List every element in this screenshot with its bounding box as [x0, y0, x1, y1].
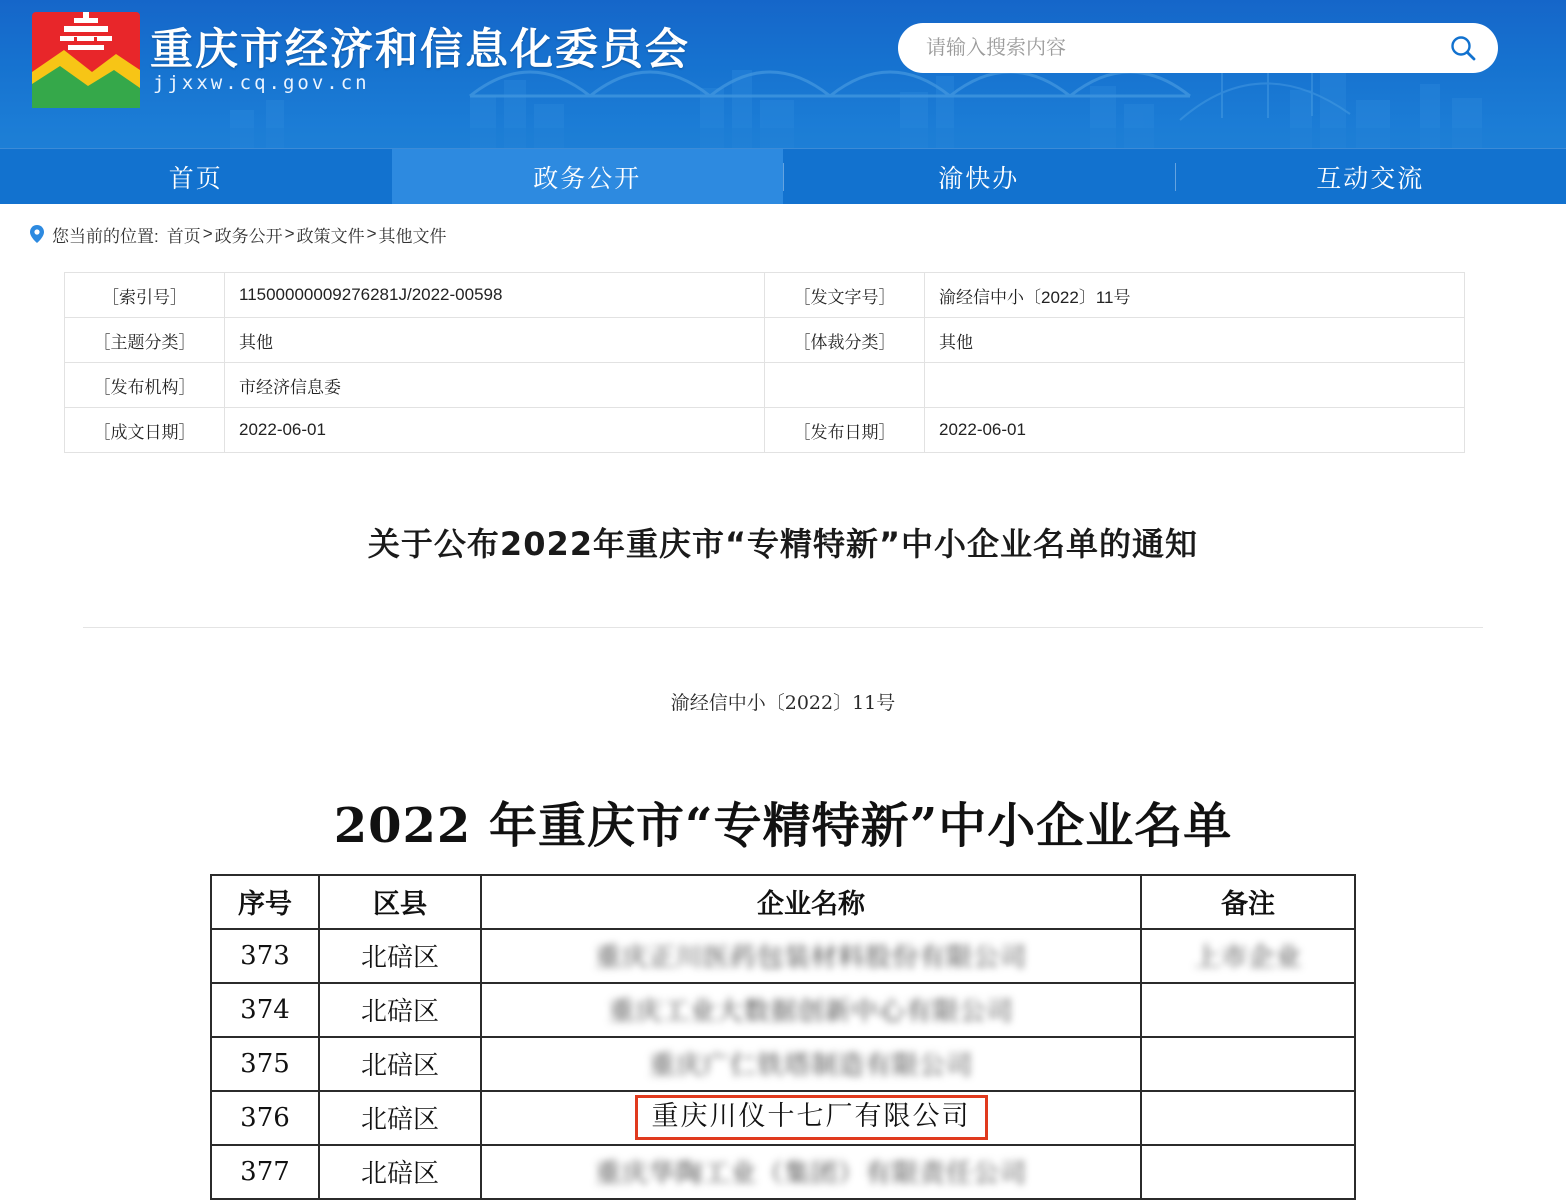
nav-item-home[interactable]: [0, 149, 392, 204]
cell-note: [1141, 1145, 1355, 1199]
cell-note: [1141, 983, 1355, 1037]
table-row: [211, 1091, 1355, 1145]
meta-value-publish-date: 2022-06-01: [925, 408, 1465, 453]
cell-enterprise-name: [481, 1091, 1141, 1145]
cell-index: 376: [211, 1091, 319, 1145]
nav-item-label: 首页: [169, 159, 223, 195]
meta-value-issuing-agency: 市经济信息委: [225, 363, 765, 408]
breadcrumb-prefix: 您当前的位置:: [52, 222, 159, 247]
column-header-note: 备注: [1141, 875, 1355, 929]
meta-value-doc-number: 渝经信中小〔2022〕11号: [925, 273, 1465, 318]
search-button[interactable]: [1446, 31, 1480, 65]
nav-item-interaction[interactable]: [1175, 149, 1566, 204]
nav-item-yukuaiban[interactable]: [783, 149, 1175, 204]
nav-item-label: 互动交流: [1316, 159, 1424, 195]
table-row: [65, 363, 1465, 408]
meta-label-written-date: ［成文日期］: [65, 408, 225, 453]
meta-label-genre-category: ［体裁分类］: [765, 318, 925, 363]
breadcrumb-item-other-documents[interactable]: 其他文件: [379, 222, 447, 247]
breadcrumb-item-government-disclosure[interactable]: 政务公开: [215, 222, 283, 247]
table-row: [211, 983, 1355, 1037]
nav-item-label: 渝快办: [938, 159, 1019, 195]
column-header-enterprise-name: 企业名称: [481, 875, 1141, 929]
meta-label-index-number: ［索引号］: [65, 273, 225, 318]
search-input[interactable]: [924, 36, 1446, 61]
document-number: 渝经信中小〔2022〕11号: [64, 628, 1502, 715]
table-row: [65, 318, 1465, 363]
highlighted-enterprise-name: 重庆川仪十七厂有限公司: [635, 1095, 988, 1140]
document-content: [0, 272, 1566, 1200]
table-row: [211, 929, 1355, 983]
site-title: 重庆市经济和信息化委员会: [150, 16, 690, 77]
enterprise-name-text: 重庆广仁铁塔制造有限公司: [649, 1051, 973, 1081]
meta-label-issuing-agency: ［发布机构］: [65, 363, 225, 408]
location-pin-icon: [30, 225, 44, 243]
breadcrumb-item-home[interactable]: 首页: [167, 222, 201, 247]
enterprise-name-text: 重庆工业大数据创新中心有限公司: [608, 997, 1013, 1027]
main-nav: [0, 148, 1566, 204]
table-row: [65, 408, 1465, 453]
cell-district: 北碚区: [319, 983, 481, 1037]
meta-label-empty: [765, 363, 925, 408]
breadcrumb-separator: >: [285, 224, 295, 244]
cell-district: 北碚区: [319, 1091, 481, 1145]
nav-item-government-disclosure[interactable]: [392, 149, 784, 204]
cell-enterprise-name: [481, 983, 1141, 1037]
column-header-district: 区县: [319, 875, 481, 929]
meta-value-empty: [925, 363, 1465, 408]
document-meta-table: [64, 272, 1465, 453]
nav-item-label: 政务公开: [533, 159, 641, 195]
cell-district: 北碚区: [319, 929, 481, 983]
cell-index: 375: [211, 1037, 319, 1091]
cell-district: 北碚区: [319, 1037, 481, 1091]
table-header-row: [211, 875, 1355, 929]
column-header-index: 序号: [211, 875, 319, 929]
note-text: 上市企业: [1194, 943, 1302, 973]
cell-note: [1141, 1091, 1355, 1145]
meta-value-written-date: 2022-06-01: [225, 408, 765, 453]
meta-label-topic-category: ［主题分类］: [65, 318, 225, 363]
meta-value-index-number: 11500000009276281J/2022-00598: [225, 273, 765, 318]
cell-enterprise-name: [481, 929, 1141, 983]
site-banner: [0, 0, 1566, 148]
search-icon: [1448, 33, 1478, 63]
enterprise-list-table: [210, 874, 1356, 1200]
cell-index: 377: [211, 1145, 319, 1199]
enterprise-name-text: 重庆正川医药包装材料股份有限公司: [595, 943, 1027, 973]
cell-index: 373: [211, 929, 319, 983]
page-title: 关于公布2022年重庆市“专精特新”中小企业名单的通知: [64, 474, 1502, 605]
meta-label-doc-number: ［发文字号］: [765, 273, 925, 318]
breadcrumb-separator: >: [367, 224, 377, 244]
site-url: jjxxw.cq.gov.cn: [153, 72, 370, 94]
table-row: [65, 273, 1465, 318]
enterprise-list-wrapper: [64, 874, 1502, 1200]
meta-value-topic-category: 其他: [225, 318, 765, 363]
cell-index: 374: [211, 983, 319, 1037]
cell-enterprise-name: [481, 1145, 1141, 1199]
meta-label-publish-date: ［发布日期］: [765, 408, 925, 453]
breadcrumb-separator: >: [203, 224, 213, 244]
breadcrumb: [0, 204, 1566, 264]
cell-district: 北碚区: [319, 1145, 481, 1199]
table-row: [211, 1145, 1355, 1199]
chongqing-gov-emblem-icon: [30, 10, 142, 110]
enterprise-name-text: 重庆华陶工业（集团）有限责任公司: [595, 1159, 1027, 1189]
cell-note: [1141, 1037, 1355, 1091]
enterprise-list-title: 2022 年重庆市“专精特新”中小企业名单: [64, 715, 1502, 874]
search-box[interactable]: [898, 23, 1498, 73]
table-row: [211, 1037, 1355, 1091]
cell-enterprise-name: [481, 1037, 1141, 1091]
breadcrumb-item-policy-documents[interactable]: 政策文件: [297, 222, 365, 247]
meta-value-genre-category: 其他: [925, 318, 1465, 363]
cell-note: [1141, 929, 1355, 983]
